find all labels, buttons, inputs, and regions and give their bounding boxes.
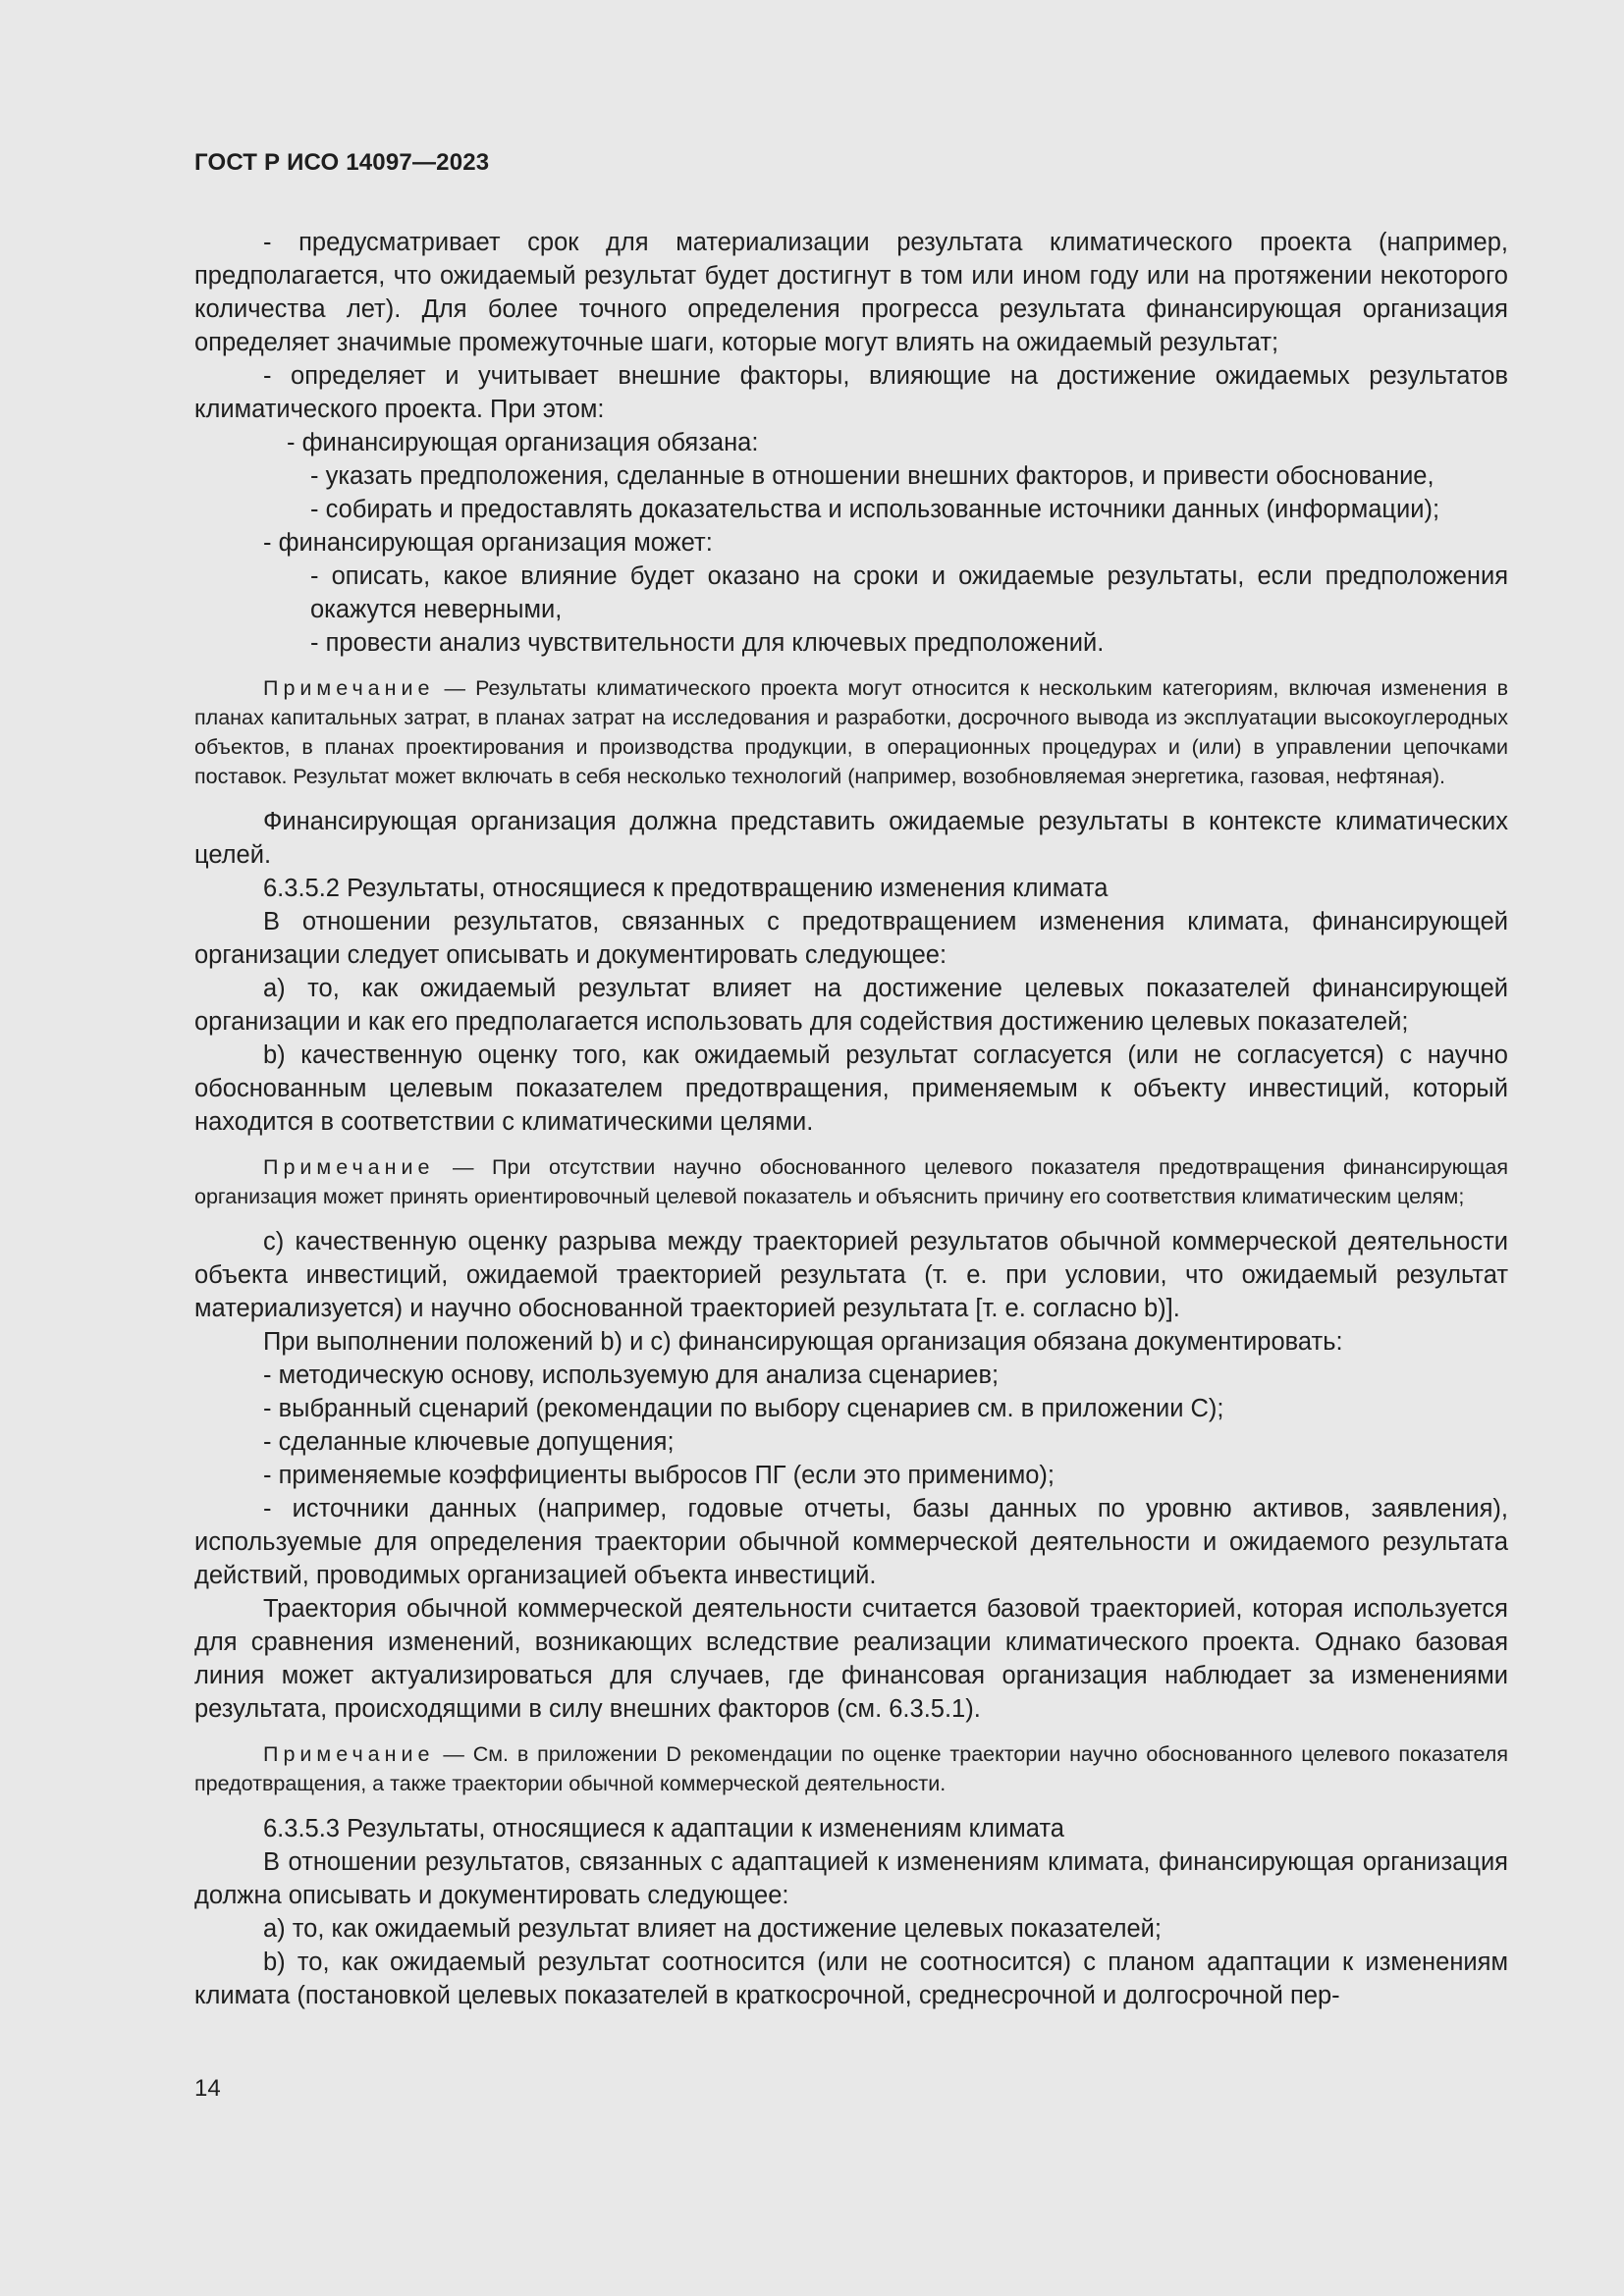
note — [194, 1152, 1508, 1211]
paragraph: Финансирующая организация должна представить ожидаемые результаты в контексте климатических целей. — [194, 808, 1508, 869]
list-item: - методическую основу, используемую для анализа сценариев; — [263, 1362, 1000, 1389]
list-item: - сделанные ключевые допущения; — [263, 1428, 675, 1456]
paragraph: В отношении результатов, связанных с адаптацией к изменениям климата, финансирующая организация должна описывать и документировать следующее: — [194, 1848, 1508, 1909]
note — [194, 673, 1508, 791]
list-item: - описать, какое влияние будет оказано на сроки и ожидаемые результаты, если предположения окажутся неверными, — [310, 562, 1508, 623]
paragraph: При выполнении положений b) и c) финансирующая организация обязана документировать: — [263, 1328, 1343, 1356]
document-header-code: ГОСТ Р ИСО 14097—2023 — [194, 149, 490, 176]
list-item: - применяемые коэффициенты выбросов ПГ (если это применимо); — [263, 1462, 1055, 1489]
list-item: b) качественную оценку того, как ожидаемый результат согласуется (или не согласуется) с научно обоснованным целевым показателем предотвращения, применяемым к объекту инвестиций, который находится в соответствии с климатическими целями. — [194, 1041, 1508, 1136]
section-heading: 6.3.5.2 Результаты, относящиеся к предотвращению изменения климата — [263, 875, 1109, 902]
note — [194, 1739, 1508, 1798]
list-item: - провести анализ чувствительности для ключевых предположений. — [310, 629, 1105, 657]
note-text: — При отсутствии научно обоснованного целевого показателя предотвращения финансирующая организация может принять ориентировочный целевой показатель и объяснить причину его соответствия климатическим целям; — [194, 1155, 1508, 1208]
note-label: Примечание — [263, 1742, 435, 1766]
paragraph: В отношении результатов, связанных с предотвращением изменения климата, финансирующей организации следует описывать и документировать следующее: — [194, 908, 1508, 969]
list-item: c) качественную оценку разрыва между траекторией результатов обычной коммерческой деятельности объекта инвестиций, ожидаемой траекторией результата (т. е. при условии, что ожидаемый результат материализуется) и научно обоснованной траекторией результата [т. е. согласно b)]. — [194, 1228, 1508, 1322]
list-item: - выбранный сценарий (рекомендации по выбору сценариев см. в приложении С); — [263, 1395, 1224, 1422]
list-item: - финансирующая организация может: — [263, 529, 713, 557]
paragraph: - определяет и учитывает внешние факторы, влияющие на достижение ожидаемых результатов климатического проекта. При этом: — [194, 362, 1508, 423]
document-body — [194, 226, 1508, 2012]
list-item: a) то, как ожидаемый результат влияет на достижение целевых показателей; — [263, 1915, 1162, 1943]
list-item: - источники данных (например, годовые отчеты, базы данных по уровню активов, заявления), используемые для определения траектории обычной коммерческой деятельности и ожидаемого результата действий, проводимых организацией объекта инвестиций. — [194, 1495, 1508, 1589]
list-item: - указать предположения, сделанные в отношении внешних факторов, и привести обоснование, — [310, 462, 1435, 490]
note-text: — См. в приложении D рекомендации по оценке траектории научно обоснованного целевого показателя предотвращения, а также траектории обычной коммерческой деятельности. — [194, 1742, 1508, 1795]
paragraph: Траектория обычной коммерческой деятельности считается базовой траекторией, которая используется для сравнения изменений, возникающих вследствие реализации климатического проекта. Однако базовая линия может актуализироваться для случаев, где финансовая организация наблюдает за изменениями результата, происходящими в силу внешних факторов (см. 6.3.5.1). — [194, 1595, 1508, 1723]
paragraph: - предусматривает срок для материализации результата климатического проекта (например, предполагается, что ожидаемый результат будет достигнут в том или ином году или на протяжении некоторого количества лет). Для более точного определения прогресса результата финансирующая организация определяет значимые промежуточные шаги, которые могут влиять на ожидаемый результат; — [194, 229, 1508, 356]
page-number: 14 — [194, 2075, 221, 2102]
section-heading: 6.3.5.3 Результаты, относящиеся к адаптации к изменениям климата — [263, 1815, 1064, 1842]
note-text: — Результаты климатического проекта могут относится к нескольким категориям, включая изменения в планах капитальных затрат, в планах затрат на исследования и разработки, досрочного вывода из эксплуатации высокоуглеродных объектов, в планах проектирования и производства продукции, в операционных процедурах и (или) в управлении цепочками поставок. Результат может включать в себя несколько технологий (например, возобновляемая энергетика, газовая, нефтяная). — [194, 676, 1508, 788]
list-item: - собирать и предоставлять доказательства и использованные источники данных (информации); — [310, 496, 1440, 523]
note-label: Примечание — [263, 1155, 435, 1179]
list-item: a) то, как ожидаемый результат влияет на достижение целевых показателей финансирующей организации и как его предполагается использовать для содействия достижению целевых показателей; — [194, 975, 1508, 1036]
list-item: - финансирующая организация обязана: — [287, 429, 759, 456]
list-item: b) то, как ожидаемый результат соотносится (или не соотносится) с планом адаптации к изменениям климата (постановкой целевых показателей в краткосрочной, среднесрочной и долгосрочной пер- — [194, 1949, 1508, 2009]
note-label: Примечание — [263, 676, 435, 700]
